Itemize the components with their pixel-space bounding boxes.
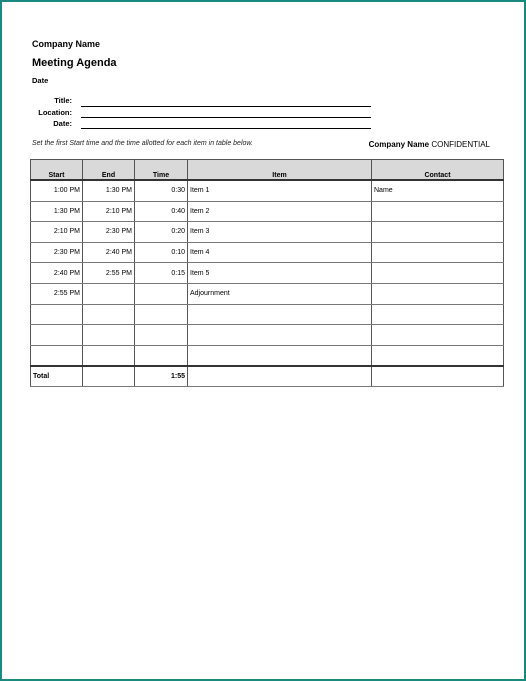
item-cell[interactable]: [188, 304, 372, 325]
table-row: [31, 345, 504, 366]
table-row: [31, 201, 504, 222]
contact-cell[interactable]: [372, 222, 504, 243]
end-cell[interactable]: 1:30 PM: [83, 180, 135, 201]
item-cell[interactable]: Adjournment: [188, 283, 372, 304]
table-row: [31, 283, 504, 304]
end-cell[interactable]: 2:55 PM: [83, 263, 135, 284]
date-field-line[interactable]: [81, 128, 371, 129]
total-label: Total: [31, 366, 83, 387]
contact-cell[interactable]: [372, 304, 504, 325]
confidential-label: [369, 140, 490, 149]
total-time: 1:55: [135, 366, 188, 387]
company-name: Company Name: [32, 39, 101, 49]
location-field-label: Location:: [38, 108, 72, 117]
end-cell[interactable]: 2:40 PM: [83, 242, 135, 263]
item-cell[interactable]: Item 1: [188, 180, 372, 201]
table-row: [31, 304, 504, 325]
end-cell[interactable]: [83, 345, 135, 366]
item-cell[interactable]: Item 2: [188, 201, 372, 222]
start-cell[interactable]: 2:40 PM: [31, 263, 83, 284]
table-row: [31, 325, 504, 346]
title-field-line[interactable]: [81, 106, 371, 107]
end-cell[interactable]: [83, 325, 135, 346]
time-cell[interactable]: 0:10: [135, 242, 188, 263]
date-label: Date: [32, 76, 49, 85]
end-cell[interactable]: 2:30 PM: [83, 222, 135, 243]
item-cell[interactable]: Item 3: [188, 222, 372, 243]
col-header-time: Time: [135, 160, 188, 181]
time-cell[interactable]: 0:20: [135, 222, 188, 243]
date-field-label: Date:: [53, 119, 72, 128]
confidential-company: Company Name: [368, 140, 430, 149]
time-cell[interactable]: [135, 304, 188, 325]
page-title: Meeting Agenda: [32, 57, 117, 69]
item-cell[interactable]: [188, 325, 372, 346]
col-header-contact: Contact: [372, 160, 504, 181]
start-cell[interactable]: [31, 325, 83, 346]
total-contact-cell: [372, 366, 504, 387]
time-cell[interactable]: 0:30: [135, 180, 188, 201]
location-field-line[interactable]: [81, 117, 371, 118]
item-cell[interactable]: Item 5: [188, 263, 372, 284]
table-row: [31, 180, 504, 201]
start-cell[interactable]: [31, 304, 83, 325]
contact-cell[interactable]: Name: [372, 180, 504, 201]
col-header-item: Item: [188, 160, 372, 181]
time-cell[interactable]: 0:40: [135, 201, 188, 222]
col-header-end: End: [83, 160, 135, 181]
end-cell[interactable]: 2:10 PM: [83, 201, 135, 222]
time-cell[interactable]: [135, 283, 188, 304]
start-cell[interactable]: 2:10 PM: [31, 222, 83, 243]
time-cell[interactable]: [135, 325, 188, 346]
contact-cell[interactable]: [372, 283, 504, 304]
contact-cell[interactable]: [372, 345, 504, 366]
time-cell[interactable]: 0:15: [135, 263, 188, 284]
table-row: [31, 222, 504, 243]
time-cell[interactable]: [135, 345, 188, 366]
confidential-text: CONFIDENTIAL: [431, 140, 490, 149]
end-cell[interactable]: [83, 283, 135, 304]
item-cell[interactable]: [188, 345, 372, 366]
start-cell[interactable]: 2:30 PM: [31, 242, 83, 263]
contact-cell[interactable]: [372, 201, 504, 222]
start-cell[interactable]: 2:55 PM: [31, 283, 83, 304]
end-cell[interactable]: [83, 304, 135, 325]
total-item-cell: [188, 366, 372, 387]
instructions-text: Set the first Start time and the time allotted for each item in table below.: [32, 140, 254, 147]
total-row: [31, 366, 504, 387]
start-cell[interactable]: 1:00 PM: [31, 180, 83, 201]
agenda-table: [30, 159, 504, 387]
item-cell[interactable]: Item 4: [188, 242, 372, 263]
start-cell[interactable]: [31, 345, 83, 366]
title-field-label: Title:: [54, 96, 72, 105]
table-header-row: [31, 160, 504, 181]
contact-cell[interactable]: [372, 263, 504, 284]
total-end-cell: [83, 366, 135, 387]
table-row: [31, 242, 504, 263]
col-header-start: Start: [31, 160, 83, 181]
contact-cell[interactable]: [372, 325, 504, 346]
table-row: [31, 263, 504, 284]
contact-cell[interactable]: [372, 242, 504, 263]
start-cell[interactable]: 1:30 PM: [31, 201, 83, 222]
